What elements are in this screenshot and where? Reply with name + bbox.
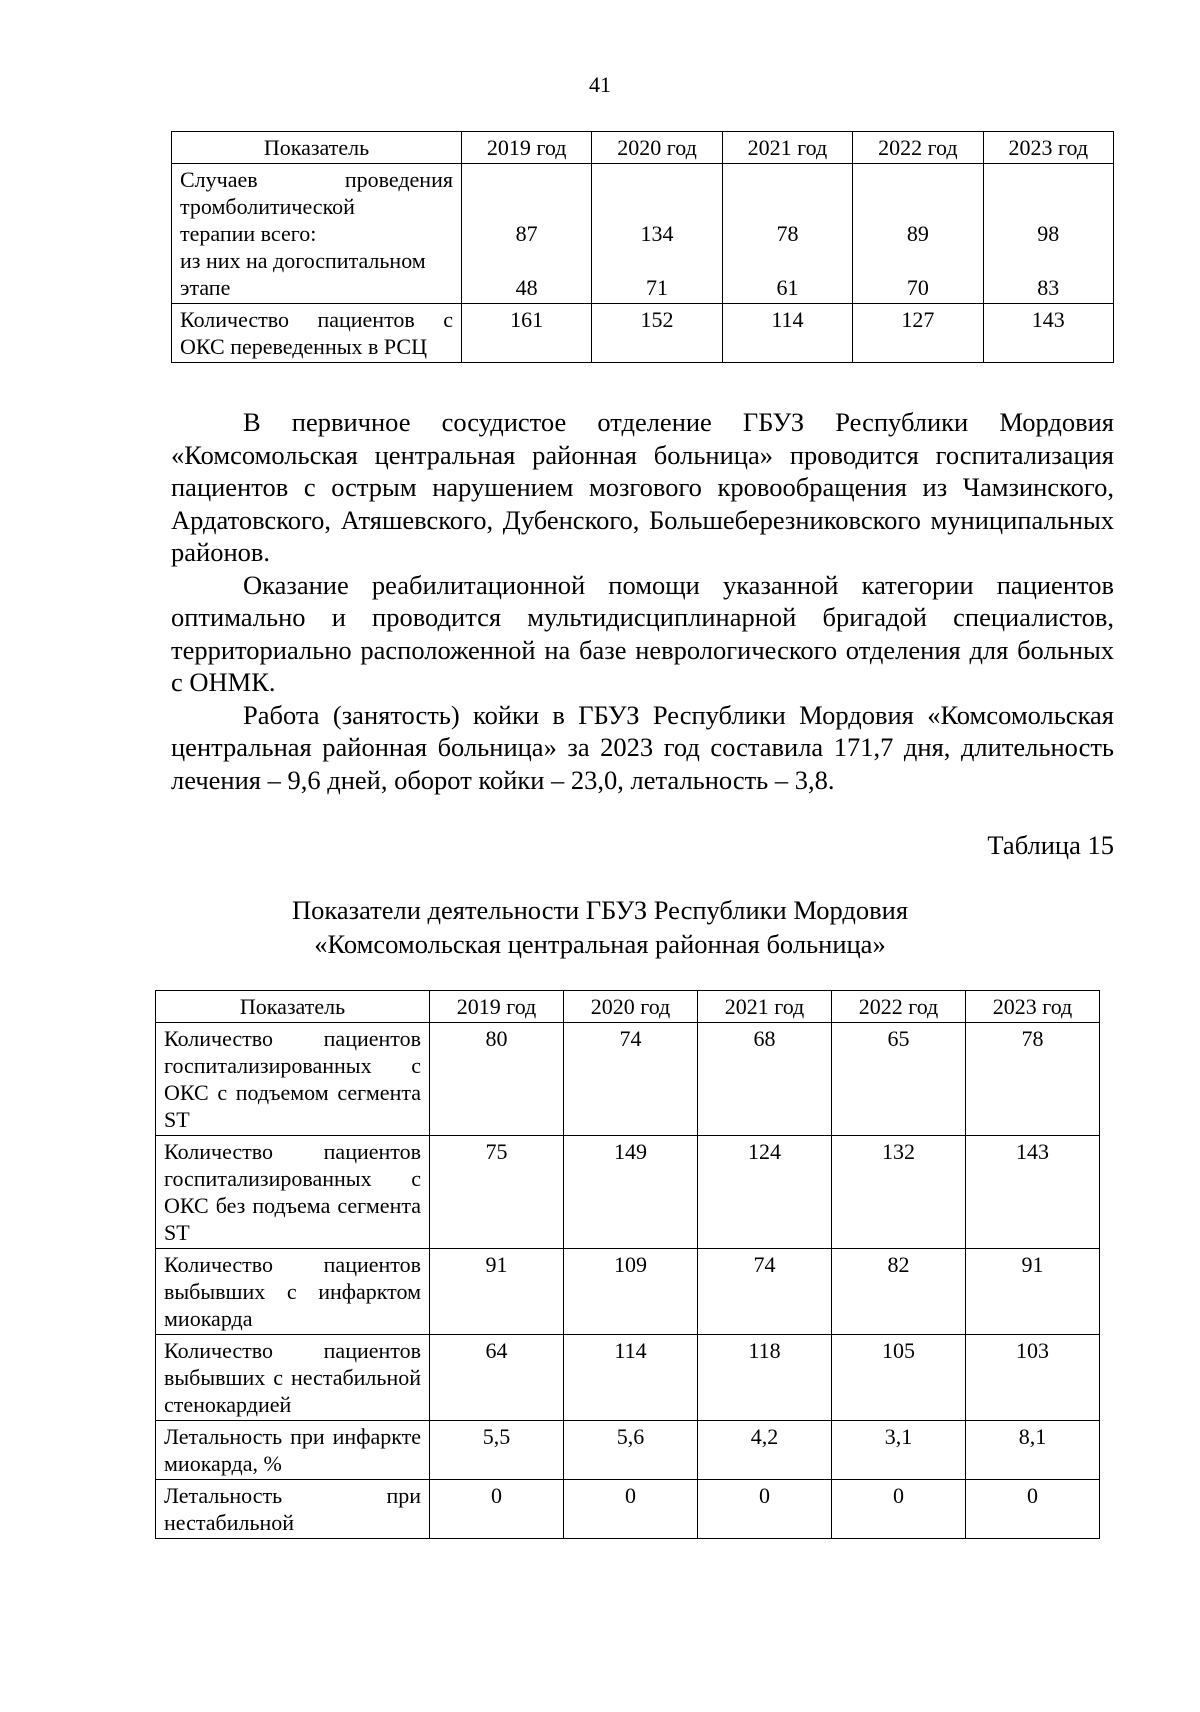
table-row [156,1335,1100,1421]
column-header: 2021 год [698,991,832,1023]
table-cell: 127 [853,304,983,363]
row-label: Летальность при нестабильной [156,1480,430,1539]
table-cell: 152 [592,304,722,363]
table-cell [592,164,722,304]
row-label: Количество пациентов с ОКС переведенных в РСЦ [172,304,462,363]
table-cell: 5,6 [564,1421,698,1480]
table-cell: 3,1 [832,1421,966,1480]
column-header: 2023 год [983,132,1113,164]
table-cell [722,164,852,304]
column-header: 2023 год [966,991,1100,1023]
table-header-row [172,132,1114,164]
table-cell: 143 [983,304,1113,363]
table-row [172,304,1114,363]
paragraph: Оказание реабилитационной помощи указанной категории пациентов оптимально и проводится мультидисциплинарной бригадой специалистов, территориально расположенной на базе неврологического отделения для больных с ОНМК. [171,569,1114,697]
label-line: этапе [180,275,231,300]
body-text [171,406,1114,796]
table-cell: 143 [966,1136,1100,1249]
table-cell [983,164,1113,304]
activity-indicators-table [155,990,1100,1539]
thrombolysis-table [171,131,1114,363]
total-value: 98 [1037,221,1060,246]
page-number: 41 [589,72,611,97]
table-row [156,1136,1100,1249]
table-cell: 124 [698,1136,832,1249]
column-header: 2022 год [832,991,966,1023]
table-cell: 103 [966,1335,1100,1421]
prehospital-value: 61 [776,275,799,300]
label-line: тромболитической [180,194,355,219]
prehospital-value: 83 [1037,275,1060,300]
table-title-line: Показатели деятельности ГБУЗ Республики Мордовия [291,895,909,925]
row-label: Количество пациентов выбывших с нестабильной стенокардией [156,1335,430,1421]
total-value: 87 [515,221,538,246]
table-cell: 65 [832,1023,966,1136]
table-title-line: «Комсомольская центральная районная больница» [314,929,886,959]
row-label: Количество пациентов госпитализированных с ОКС с подъемом сегмента ST [156,1023,430,1136]
table-cell: 78 [966,1023,1100,1136]
row-label: Количество пациентов выбывших с инфарктом миокарда [156,1249,430,1335]
label-line: из них на догоспитальном [180,248,426,273]
row-label [172,164,462,304]
table-number-label: Таблица 15 [987,830,1114,860]
row-label: Количество пациентов госпитализированных с ОКС без подъема сегмента ST [156,1136,430,1249]
table-cell: 0 [430,1480,564,1539]
table-header-row [156,991,1100,1023]
prehospital-value: 48 [515,275,538,300]
row-label: Летальность при инфаркте миокарда, % [156,1421,430,1480]
total-value: 78 [776,221,799,246]
paragraph: Работа (занятость) койки в ГБУЗ Республики Мордовия «Комсомольская центральная районная больница» за 2023 год составила 171,7 дня, длительность лечения – 9,6 дней, оборот койки – 23,0, летальность – 3,8. [171,699,1114,795]
table-row [156,1480,1100,1539]
column-header: 2020 год [564,991,698,1023]
label-line: терапии всего: [180,221,317,246]
table-row [156,1249,1100,1335]
table-cell: 105 [832,1335,966,1421]
column-header: 2021 год [722,132,852,164]
paragraph: В первичное сосудистое отделение ГБУЗ Республики Мордовия «Комсомольская центральная районная больница» проводится госпитализация пациентов с острым нарушением мозгового кровообращения из Чамзинского, Ардатовского, Атяшевского, Дубенского, Большеберезниковского муниципальных районов. [171,407,1114,567]
table-cell: 64 [430,1335,564,1421]
column-header: 2019 год [461,132,591,164]
table-cell: 8,1 [966,1421,1100,1480]
column-header: 2022 год [853,132,983,164]
table-cell: 91 [430,1249,564,1335]
table-cell: 74 [698,1249,832,1335]
label-line: Случаев проведения [180,167,453,192]
table-title [0,893,1200,961]
table-cell: 0 [966,1480,1100,1539]
table-cell: 0 [698,1480,832,1539]
table-cell: 132 [832,1136,966,1249]
table-cell: 91 [966,1249,1100,1335]
table-cell: 5,5 [430,1421,564,1480]
total-value: 134 [640,221,674,246]
column-header: Показатель [172,132,462,164]
table-cell: 82 [832,1249,966,1335]
table-cell: 75 [430,1136,564,1249]
table-row [172,164,1114,304]
table-cell: 161 [461,304,591,363]
table-row [156,1023,1100,1136]
table-cell: 80 [430,1023,564,1136]
table-cell [461,164,591,304]
table-cell: 74 [564,1023,698,1136]
table-cell: 109 [564,1249,698,1335]
prehospital-value: 70 [906,275,929,300]
column-header: Показатель [156,991,430,1023]
table-cell: 4,2 [698,1421,832,1480]
table-cell: 114 [564,1335,698,1421]
table-row [156,1421,1100,1480]
column-header: 2020 год [592,132,722,164]
prehospital-value: 71 [646,275,669,300]
table-cell: 118 [698,1335,832,1421]
table-cell: 114 [722,304,852,363]
total-value: 89 [906,221,929,246]
table-cell: 149 [564,1136,698,1249]
table-cell: 0 [832,1480,966,1539]
column-header: 2019 год [430,991,564,1023]
table-cell [853,164,983,304]
table-cell: 0 [564,1480,698,1539]
table-cell: 68 [698,1023,832,1136]
